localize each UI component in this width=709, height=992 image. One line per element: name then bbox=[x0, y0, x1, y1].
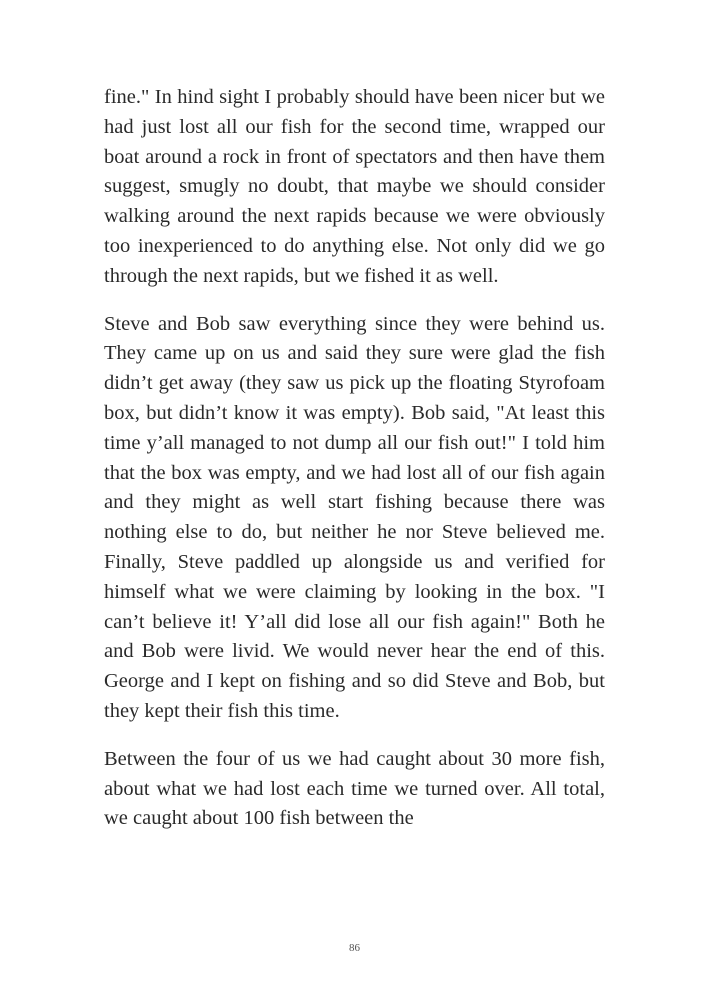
paragraph-1: fine." In hind sight I probably should have been nicer but we had just lost all our fish for the second time, wrapped our boat around a rock in front of spectators and then have them suggest, smugly no doubt, that maybe we should consider walking around the next rapids because we were obviously too inexperienced to do anything else. Not only did we go through the next rapids, but we fished it as well. bbox=[104, 86, 605, 287]
page-number: 86 bbox=[349, 942, 360, 954]
body-text bbox=[104, 83, 605, 852]
paragraph-3: Between the four of us we had caught about 30 more fish, about what we had lost each time we turned over. All total, we caught about 100 fish between the bbox=[104, 747, 605, 830]
paragraph-2: Steve and Bob saw everything since they were behind us. They came up on us and said they sure were glad the fish didn’t get away (they saw us pick up the floating Styrofoam box, but didn’t know it was empty). Bob said, "At least this time y’all managed to not dump all our fish out!" I told him that the box was empty, and we had lost all of our fish again and they might as well start fishing because there was nothing else to do, but neither he nor Steve believed me. Finally, Steve paddled up alongside us and verified for himself what we were claiming by looking in the box. "I can’t believe it! Y’all did lose all our fish again!" Both he and Bob were livid. We would never hear the end of this. George and I kept on fishing and so did Steve and Bob, but they kept their fish this time. bbox=[104, 312, 605, 722]
